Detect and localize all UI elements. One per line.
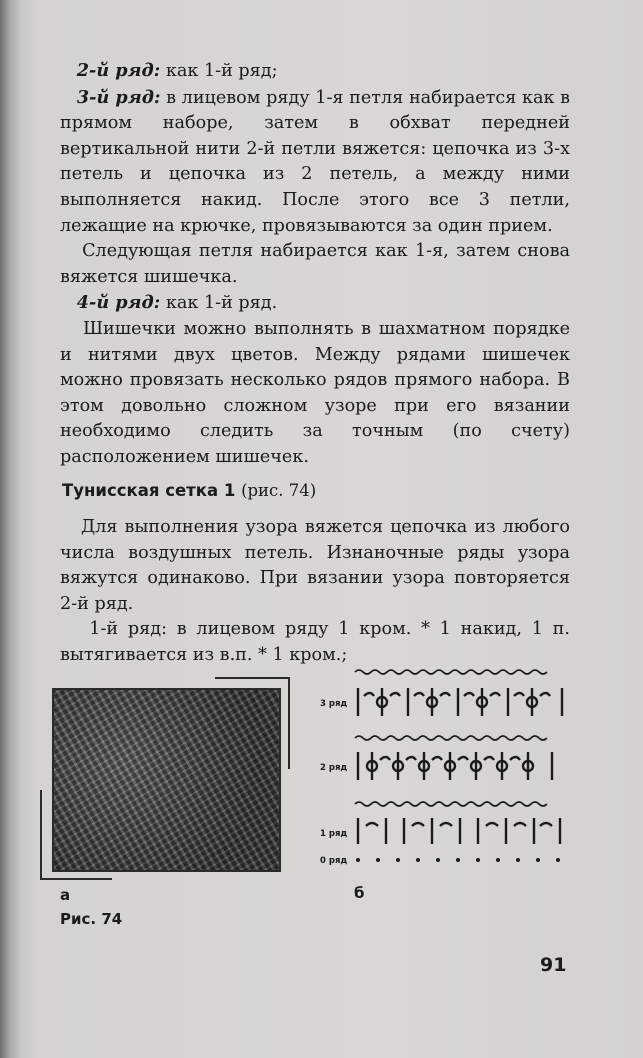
knitted-sample-photo [52,688,281,872]
paragraph-text: в лицевом ряду 1-я петля набирается как в прямом наборе, затем в обхват передней вертикальной нити 2-й петли вяжется: цепочка из 3-х петель и цепочка из 2 петель, а между ними выполняется накид. После этого все 3 петли, лежащие на крючке, провязываются за один прием. [60,87,570,236]
wave-line [355,802,547,806]
paragraph [60,290,570,317]
wave-line [355,736,547,740]
row-label: 0 ряд [320,856,348,866]
row-heading: 2-й ряд: [76,60,161,81]
row-label: 2 ряд [320,763,348,773]
text-block-bottom [60,515,570,669]
section-title-text: Тунисская сетка 1 [62,481,236,500]
figure-reference: (рис. 74) [241,481,317,500]
paragraph [60,239,570,290]
row-label: 1 ряд [320,829,348,839]
paragraph-text: как 1-й ряд. [160,293,278,314]
paragraph [60,515,570,617]
paragraph-text: Для выполнения узора вяжется цепочка из любого числа воздушных петель. Изнаночные ряды узора вяжутся одинаково. При вязании узора повторяется 2-й ряд. [60,517,571,614]
figure-label-b: б [354,884,365,902]
paragraph [60,317,570,471]
figure-caption: Рис. 74 [60,910,123,928]
section-title [62,481,316,500]
paragraph-text: 1-й ряд: в лицевом ряду 1 кром. * 1 накид, 1 п. вытягивается из в.п. * 1 кром.; [60,619,570,665]
paragraph [60,58,570,85]
page-number: 91 [540,954,567,976]
paragraph [60,85,570,240]
stitch-diagram [300,660,590,870]
row-heading: 4-й ряд: [76,292,161,314]
text-block-top [60,58,570,471]
paragraph-text: как 1-й ряд; [160,61,278,81]
paragraph-text: Шишечки можно выполнять в шахматном порядке и нитями двух цветов. Между рядами шишечек можно провязать несколько рядов прямого набора. В этом довольно сложном узоре при его вязании необходимо следить за точным (по счету) расположением шишечек. [60,318,570,467]
wave-line [355,670,547,674]
row-heading: 3-й ряд: [76,86,161,108]
row-label: 3 ряд [320,699,348,709]
figure-label-a: а [60,886,71,904]
paragraph-text: Следующая петля набирается как 1-я, затем снова вяжется шишечка. [60,241,570,287]
